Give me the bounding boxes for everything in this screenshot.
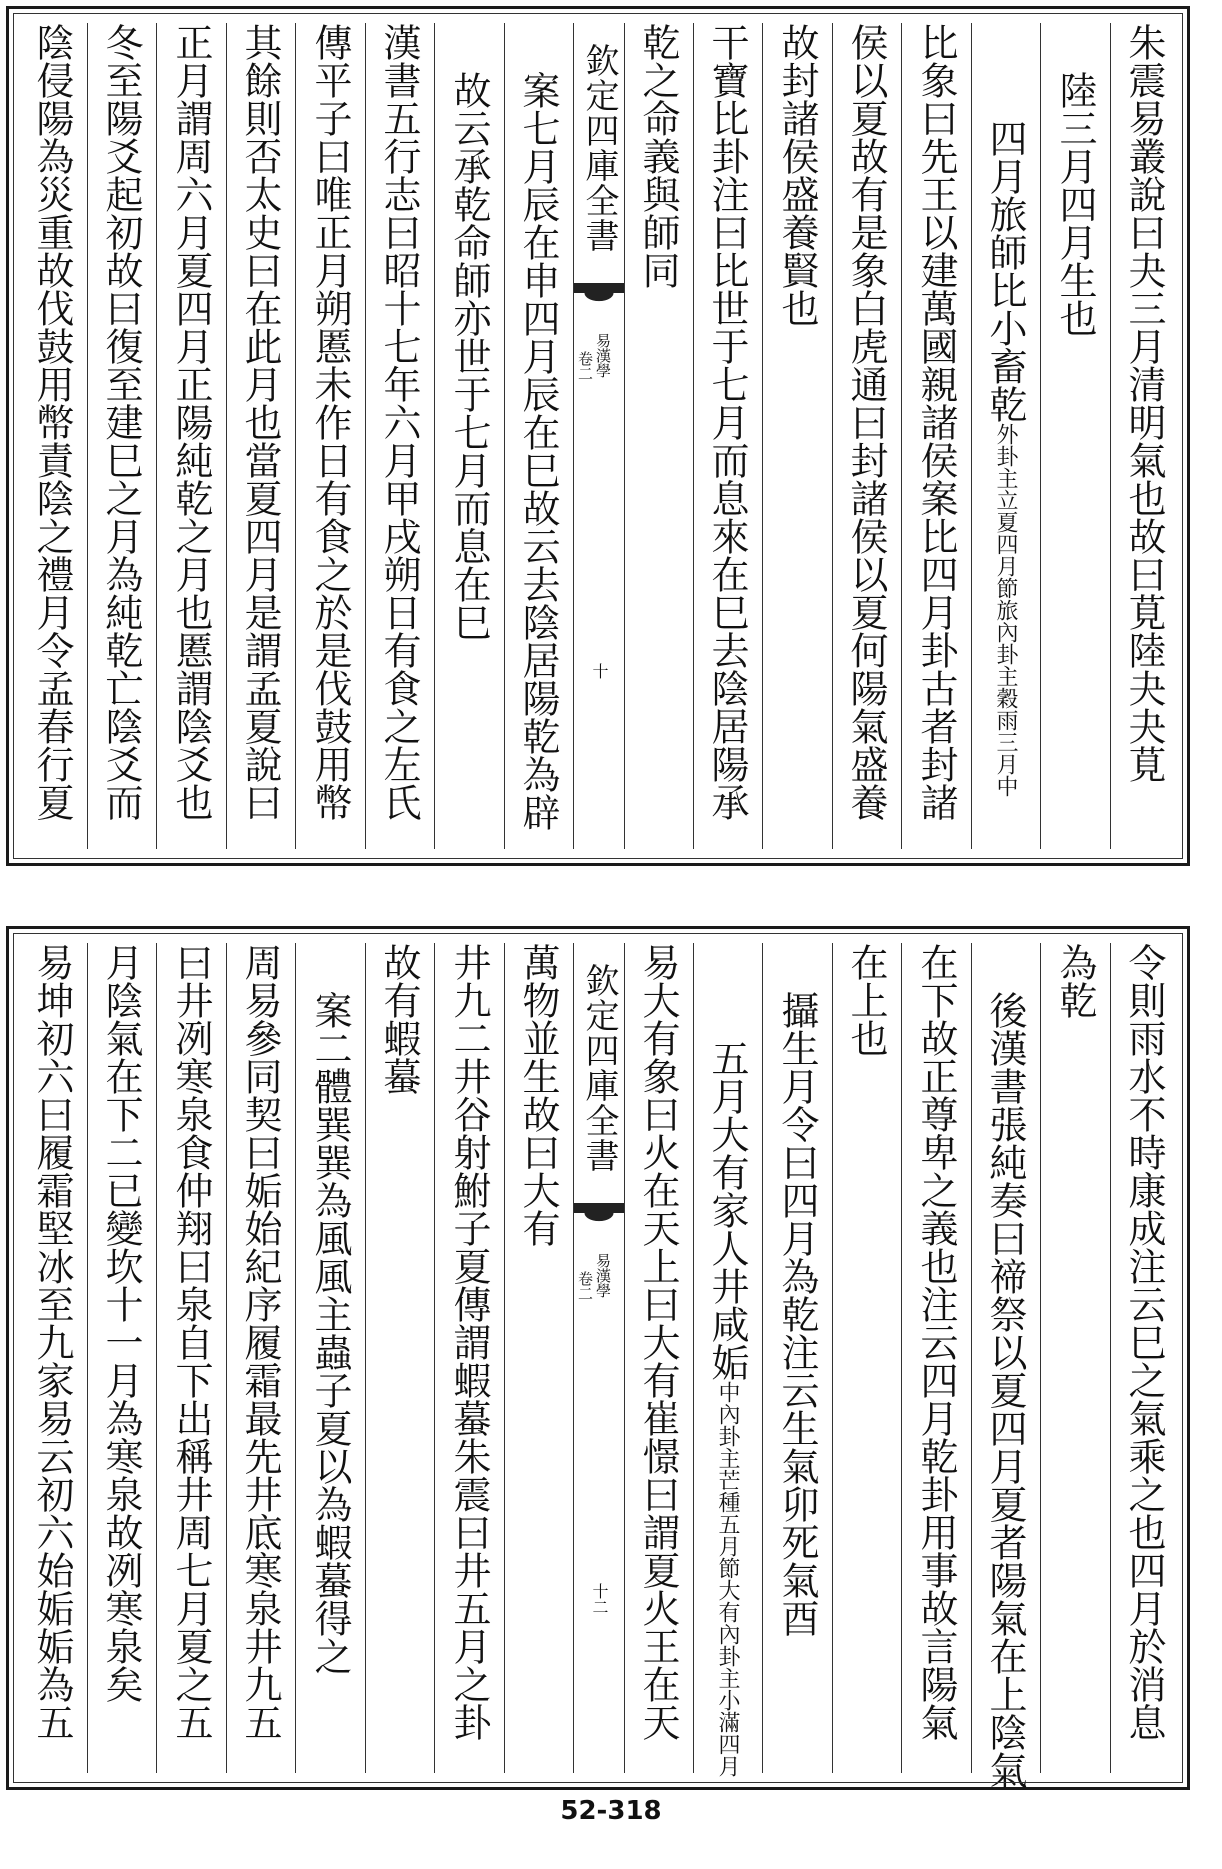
text-column: 月陰氣在下二已變坎十一月為寒泉故冽寒泉矣 <box>99 943 143 1703</box>
text-column: 其餘則否太史曰在此月也當夏四月是謂孟夏說曰 <box>238 23 282 821</box>
text-column: 萬物並生故曰大有 <box>516 943 560 1247</box>
text-column: 朱震易叢說曰夬三月清明氣也故曰莧陸夬夬莧 <box>1122 23 1166 783</box>
text-column: 干寶比卦注曰比世于七月而息來在巳去陰居陽承 <box>705 23 749 821</box>
column-rule <box>1040 943 1041 1773</box>
center-spine <box>573 943 625 1773</box>
column-rule <box>762 943 763 1773</box>
top-page <box>6 6 1190 866</box>
text-column: 攝生月令曰四月為乾注云生氣卯死氣酉 <box>775 991 819 1637</box>
column-rule <box>434 943 435 1773</box>
annotation-left: 中內卦主芒種五月節 <box>715 1381 740 1579</box>
column-rule <box>1110 943 1111 1773</box>
text-column: 正月謂周六月夏四月正陽純乾之月也慝謂陰爻也 <box>169 23 213 821</box>
fish-tail-ornament <box>574 1203 624 1227</box>
text-column <box>697 943 757 1869</box>
text-column <box>975 23 1035 945</box>
annotation <box>994 423 1016 797</box>
text-column-overflow: 陰侵陽為災重故伐鼓用幣責陰之禮月令孟春行夏 <box>30 23 74 821</box>
column-rule <box>504 943 505 1773</box>
text-column-overflow: 易坤初六曰履霜堅冰至九家易云初六始姤姤為五 <box>30 943 74 1741</box>
text-column: 周易參同契曰姤始紀序履霜最先井底寒泉井九五 <box>238 943 282 1741</box>
column-rule <box>226 23 227 849</box>
text-column: 比象曰先王以建萬國親諸侯案比四月卦古者封諸 <box>914 23 958 821</box>
column-rule <box>156 23 157 849</box>
column-rule <box>901 23 902 849</box>
center-spine <box>573 23 625 849</box>
text-column: 陸三月四月生也 <box>1053 71 1097 337</box>
column-rule <box>1110 23 1111 849</box>
annotation <box>716 1381 738 1777</box>
spine-volume: 卷二 <box>576 351 594 381</box>
spine-volume: 卷二 <box>576 1271 594 1301</box>
text-column: 故有蝦蟇 <box>377 943 421 1095</box>
column-rule <box>87 943 88 1773</box>
text-column: 易大有象曰火在天上曰大有崔憬曰謂夏火王在天 <box>636 943 680 1741</box>
text-column: 漢書五行志曰昭十七年六月甲戌朔日有食之左氏 <box>377 23 421 821</box>
fish-tail-ornament <box>574 283 624 307</box>
spine-title: 欽定四庫全書 <box>579 43 619 253</box>
column-rule <box>156 943 157 1773</box>
text-column: 在下故正尊卑之義也注云四月乾卦用事故言陽氣 <box>914 943 958 1741</box>
column-rule <box>762 23 763 849</box>
column-rule <box>504 23 505 849</box>
text-column: 案二體巽巽為風風主蟲子夏以為蝦蟇得之 <box>308 991 352 1675</box>
text-column: 令則雨水不時康成注云巳之氣乘之也四月於消息 <box>1122 943 1166 1741</box>
text-column: 故云承乾命師亦世于七月而息在巳 <box>447 71 491 641</box>
column-rule <box>832 23 833 849</box>
column-rule <box>365 943 366 1773</box>
column-rule <box>971 943 972 1773</box>
column-rule <box>901 943 902 1773</box>
text-column: 後漢書張純奏曰禘祭以夏四月夏者陽氣在上陰氣 <box>983 991 1027 1789</box>
column-rule <box>1040 23 1041 849</box>
text-column: 故封諸侯盛養賢也 <box>775 23 819 327</box>
annotation-right: 旅內卦主穀雨三月中 <box>993 599 1018 797</box>
spine-book-title: 易漢學 <box>594 333 612 378</box>
spine-folio: 十二 <box>590 1583 609 1615</box>
annotation-right: 大有內卦主小滿四月 <box>715 1579 740 1777</box>
text-column: 在上也 <box>844 943 888 1057</box>
text-line: 五月大有家人井咸姤 <box>705 1039 749 1381</box>
text-column: 冬至陽爻起初故曰復至建巳之月為純乾亡陰爻而 <box>99 23 143 821</box>
column-rule <box>693 943 694 1773</box>
spine-folio: 十 <box>590 663 609 679</box>
text-column: 乾之命義與師同 <box>636 23 680 289</box>
column-rule <box>832 943 833 1773</box>
column-rule <box>365 23 366 849</box>
annotation-left: 外卦主立夏四月節 <box>993 423 1018 599</box>
spine-title: 欽定四庫全書 <box>579 963 619 1173</box>
text-line: 四月旅師比小畜乾 <box>983 119 1027 423</box>
column-rule <box>295 943 296 1773</box>
column-rule <box>295 23 296 849</box>
text-column: 曰井冽寒泉食仲翔曰泉自下出稱井周七月夏之五 <box>169 943 213 1741</box>
text-column: 侯以夏故有是象白虎通曰封諸侯以夏何陽氣盛養 <box>844 23 888 821</box>
page-number: 52-318 <box>560 1796 662 1826</box>
bottom-page <box>6 926 1190 1790</box>
column-rule <box>693 23 694 849</box>
text-column: 井九二井谷射鮒子夏傳謂蝦蟇朱震曰井五月之卦 <box>447 943 491 1741</box>
column-rule <box>434 23 435 849</box>
text-column: 傳平子曰唯正月朔慝未作日有食之於是伐鼓用幣 <box>308 23 352 821</box>
column-rule <box>226 943 227 1773</box>
column-rule <box>87 23 88 849</box>
text-column: 為乾 <box>1053 943 1097 1019</box>
column-rule <box>971 23 972 849</box>
text-column: 案七月辰在申四月辰在巳故云去陰居陽乾為辟 <box>516 71 560 831</box>
spine-book-title: 易漢學 <box>594 1253 612 1298</box>
